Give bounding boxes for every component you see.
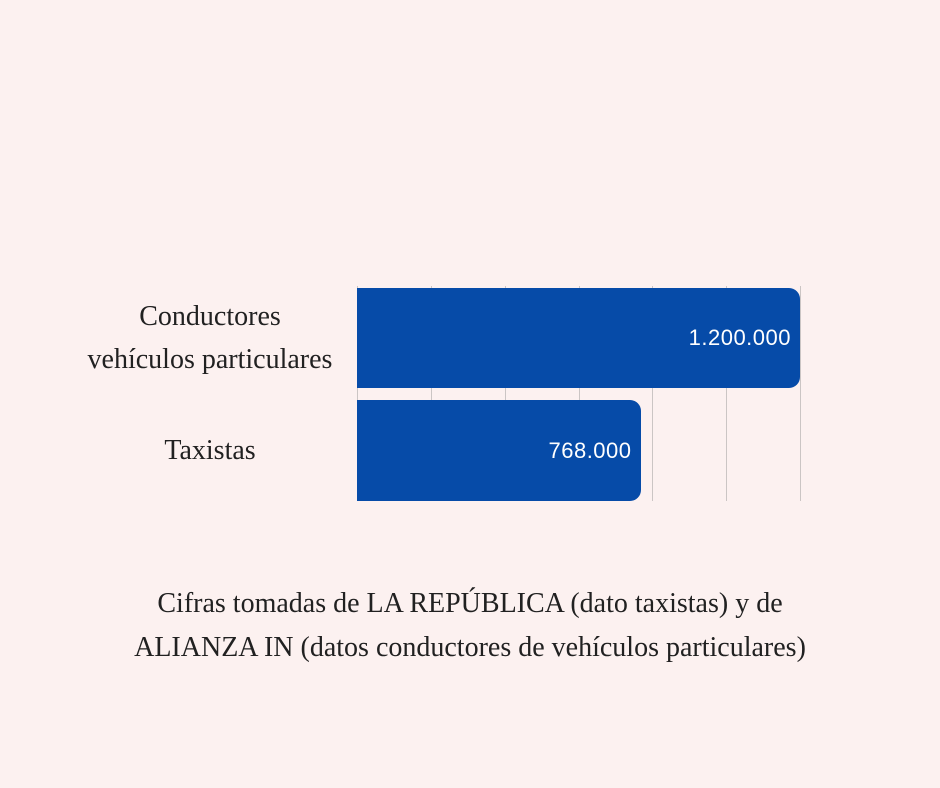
bar-taxistas — [357, 400, 641, 501]
bar-conductores — [357, 288, 800, 388]
gridline — [800, 286, 801, 501]
value-label-taxistas: 768.000 — [548, 437, 632, 463]
caption-line-2: ALIANZA IN (datos conductores de vehículos particulares) — [134, 632, 806, 663]
category-line: Conductores — [139, 301, 281, 332]
category-label-conductores — [40, 288, 380, 388]
caption-line-1: Cifras tomadas de LA REPÚBLICA (dato taxistas) y de — [157, 588, 783, 619]
category-line: Taxistas — [164, 435, 256, 466]
value-label-conductores: 1.200.000 — [688, 325, 791, 350]
plot-area — [357, 286, 800, 501]
category-label-taxistas — [40, 400, 380, 501]
category-line: vehículos particulares — [87, 344, 333, 375]
source-caption — [0, 582, 940, 670]
